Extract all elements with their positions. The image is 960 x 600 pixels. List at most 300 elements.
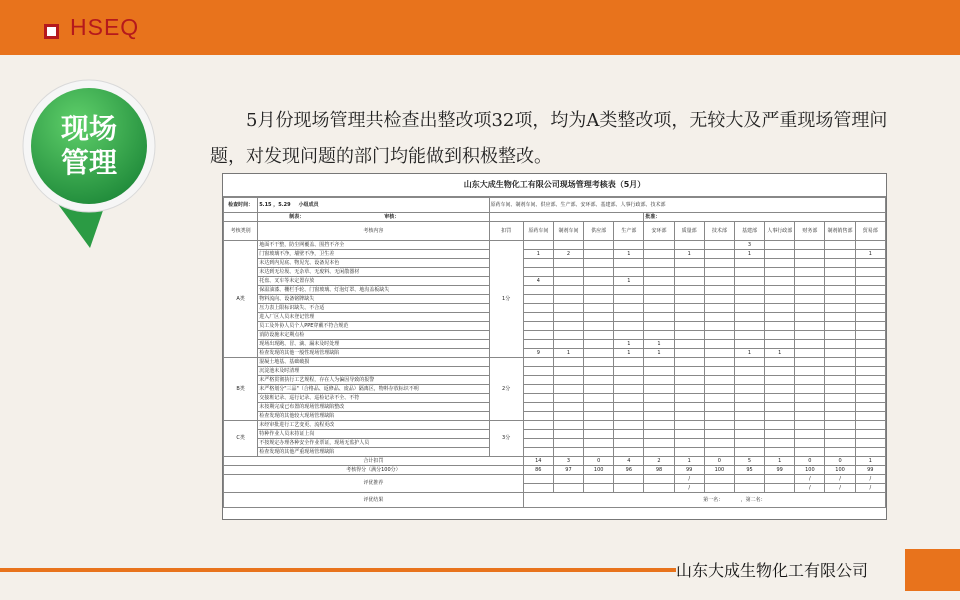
item-text: 检查发现的其他严重现场管理缺陷 (258, 448, 489, 457)
table-row (224, 439, 886, 448)
mark-cell (644, 376, 674, 385)
recommend-mark (734, 484, 764, 493)
item-text: 检查发现的其他一般性现场管理缺陷 (258, 349, 489, 358)
mark-cell (765, 412, 795, 421)
table-row (224, 376, 886, 385)
mark-cell (674, 286, 704, 295)
first-label: 第一名： (703, 496, 721, 503)
mark-cell (855, 403, 885, 412)
mark-cell (795, 250, 825, 259)
item-text: 托盘、叉车等未定置存放 (258, 277, 489, 286)
table-row (224, 412, 886, 421)
mark-cell (765, 421, 795, 430)
mark-cell (614, 295, 644, 304)
mark-cell (765, 268, 795, 277)
mark-cell (644, 430, 674, 439)
mark-cell (734, 358, 764, 367)
mark-cell (855, 295, 885, 304)
total-row-value: 5 (734, 457, 764, 466)
mark-cell (704, 367, 734, 376)
mark-cell (584, 295, 614, 304)
total-row-value: 2 (644, 457, 674, 466)
table-cell (489, 213, 644, 222)
mark-cell (704, 403, 734, 412)
mark-cell (825, 322, 855, 331)
penalty-value: 1分 (489, 241, 523, 358)
category-name: B类 (224, 358, 258, 421)
mark-cell (855, 412, 885, 421)
mark-cell (795, 313, 825, 322)
mark-cell (734, 286, 764, 295)
recommend-mark (704, 475, 734, 484)
mark-cell (553, 448, 583, 457)
column-header: 原药车间 (523, 222, 553, 241)
mark-cell (553, 313, 583, 322)
second-label: ，第二名： (740, 496, 766, 503)
item-text: 特种作业人员未持证上岗 (258, 430, 489, 439)
mark-cell (584, 448, 614, 457)
recommend-mark (523, 475, 553, 484)
check-time-cell (258, 198, 489, 213)
mark-cell (523, 403, 553, 412)
mark-cell (855, 331, 885, 340)
mark-cell (704, 394, 734, 403)
mark-cell (765, 358, 795, 367)
mark-cell (795, 430, 825, 439)
recommend-mark (553, 484, 583, 493)
recommend-mark (584, 484, 614, 493)
item-text: 门窗玻璃不净，墙壁不净，卫生差 (258, 250, 489, 259)
score-row-value: 98 (644, 466, 674, 475)
review-label: 制表： (289, 213, 305, 220)
mark-cell (523, 394, 553, 403)
company-name: 山东大成生物化工有限公司 (676, 561, 869, 580)
footer-line (0, 568, 676, 572)
penalty-value: 2分 (489, 358, 523, 421)
mark-cell (855, 322, 885, 331)
mark-cell (584, 250, 614, 259)
total-row (224, 457, 886, 466)
mark-cell (704, 313, 734, 322)
result-cell (523, 493, 885, 508)
mark-cell (795, 322, 825, 331)
item-text: 未达到无垃圾、无杂草、无废料、无闲散器材 (258, 268, 489, 277)
mark-cell (734, 376, 764, 385)
mark-cell (825, 241, 855, 250)
score-row-value: 99 (674, 466, 704, 475)
mark-cell (734, 304, 764, 313)
mark-cell (584, 385, 614, 394)
mark-cell (825, 340, 855, 349)
table-row (224, 286, 886, 295)
mark-cell (855, 385, 885, 394)
total-row-value: 0 (704, 457, 734, 466)
mark-cell (855, 286, 885, 295)
score-row-value: 86 (523, 466, 553, 475)
score-row-value: 95 (734, 466, 764, 475)
mark-cell (734, 277, 764, 286)
mark-cell (553, 376, 583, 385)
mark-cell (553, 295, 583, 304)
mark-cell (704, 304, 734, 313)
mark-cell (674, 412, 704, 421)
mark-cell (825, 331, 855, 340)
total-row-value: 1 (674, 457, 704, 466)
mark-cell (704, 385, 734, 394)
mark-cell (674, 295, 704, 304)
mark-cell (614, 259, 644, 268)
column-header: 安环部 (644, 222, 674, 241)
mark-cell (795, 241, 825, 250)
mark-cell (674, 349, 704, 358)
result-label: 评优结果 (224, 493, 524, 508)
recommend-mark: / (825, 475, 855, 484)
mark-cell (584, 394, 614, 403)
badge-line-2: 管理 (60, 146, 117, 179)
mark-cell (795, 259, 825, 268)
mark-cell (523, 340, 553, 349)
table-row (224, 268, 886, 277)
mark-cell: 1 (614, 349, 644, 358)
mark-cell (674, 403, 704, 412)
table-row (224, 259, 886, 268)
item-text: 交接班记录、巡行记录、巡检记录不全、不符 (258, 394, 489, 403)
item-text: 现场出现跑、冒、滴、漏未及时处理 (258, 340, 489, 349)
mark-cell (825, 403, 855, 412)
mark-cell (523, 358, 553, 367)
mark-cell (765, 448, 795, 457)
mark-cell: 1 (674, 250, 704, 259)
mark-cell (553, 340, 583, 349)
recommend-mark (734, 475, 764, 484)
mark-cell (734, 340, 764, 349)
mark-cell (704, 358, 734, 367)
meta-row (224, 198, 886, 213)
mark-cell (825, 277, 855, 286)
mark-cell (825, 376, 855, 385)
mark-cell (734, 412, 764, 421)
mark-cell (734, 448, 764, 457)
mark-cell (523, 313, 553, 322)
recommend-mark (765, 484, 795, 493)
column-header: 财务部 (795, 222, 825, 241)
mark-cell (674, 304, 704, 313)
mark-cell (734, 439, 764, 448)
mark-cell (584, 358, 614, 367)
mark-cell (765, 376, 795, 385)
item-text: 未按期完成已布置的现场管理缺陷整改 (258, 403, 489, 412)
mark-cell (734, 385, 764, 394)
mark-cell (644, 412, 674, 421)
mark-cell: 1 (734, 349, 764, 358)
column-header: 生产部 (614, 222, 644, 241)
mark-cell (734, 367, 764, 376)
mark-cell (553, 277, 583, 286)
mark-cell (855, 448, 885, 457)
mark-cell (553, 385, 583, 394)
score-row-value: 100 (795, 466, 825, 475)
mark-cell (855, 421, 885, 430)
item-text: 压力表上限标识缺失、不合适 (258, 304, 489, 313)
total-row-value: 1 (765, 457, 795, 466)
mark-cell (704, 241, 734, 250)
mark-cell (825, 268, 855, 277)
mark-cell (523, 304, 553, 313)
table-row (224, 331, 886, 340)
mark-cell (825, 286, 855, 295)
column-header: 考核类别 (224, 222, 258, 241)
column-header: 贸易部 (855, 222, 885, 241)
header-row (224, 222, 886, 241)
mark-cell (855, 304, 885, 313)
mark-cell (553, 439, 583, 448)
column-header: 供应部 (584, 222, 614, 241)
mark-cell: 1 (614, 340, 644, 349)
mark-cell (765, 313, 795, 322)
mark-cell (614, 286, 644, 295)
mark-cell (553, 259, 583, 268)
mark-cell (553, 358, 583, 367)
mark-cell (614, 376, 644, 385)
mark-cell (614, 421, 644, 430)
mark-cell (553, 367, 583, 376)
mark-cell (584, 421, 614, 430)
mark-cell (523, 259, 553, 268)
total-row-value: 14 (523, 457, 553, 466)
recommend-mark (765, 475, 795, 484)
mark-cell (523, 430, 553, 439)
mark-cell (614, 322, 644, 331)
footer-corner-block (905, 549, 960, 591)
mark-cell (795, 448, 825, 457)
item-text: 员工及外协人员个人PPE穿戴不符合规范 (258, 322, 489, 331)
recommend-mark: / (674, 484, 704, 493)
total-row-value: 0 (584, 457, 614, 466)
mark-cell (704, 295, 734, 304)
item-text: 消防设施未定期点检 (258, 331, 489, 340)
mark-cell (765, 403, 795, 412)
mark-cell (523, 295, 553, 304)
mark-cell (704, 286, 734, 295)
mark-cell (644, 322, 674, 331)
recommend-mark: / (855, 484, 885, 493)
mark-cell (765, 331, 795, 340)
mark-cell: 1 (553, 349, 583, 358)
mark-cell (825, 421, 855, 430)
mark-cell: 3 (734, 241, 764, 250)
mark-cell (674, 430, 704, 439)
section-badge (22, 76, 167, 256)
item-text: 未经审批进行工艺变更、流程更改 (258, 421, 489, 430)
mark-cell (795, 403, 825, 412)
mark-cell (584, 313, 614, 322)
mark-cell (584, 322, 614, 331)
mark-cell (795, 340, 825, 349)
recommend-row (224, 475, 886, 484)
mark-cell (584, 277, 614, 286)
intro-paragraph: 5月份现场管理共检查出整改项32项，均为A类整改项，无较大及严重现场管理问题，对发现问题的部门均能做到积极整改。 (210, 110, 888, 167)
meta-row (224, 213, 886, 222)
table-row (224, 448, 886, 457)
audit-label: 审核： (384, 213, 400, 220)
recommend-mark (614, 484, 644, 493)
score-row-value: 100 (704, 466, 734, 475)
column-header: 制剂销售部 (825, 222, 855, 241)
mark-cell (644, 448, 674, 457)
check-time-value: 5.15 ，5.29 (259, 201, 291, 208)
score-row (224, 466, 886, 475)
mark-cell (795, 421, 825, 430)
mark-cell (584, 367, 614, 376)
mark-cell (523, 448, 553, 457)
table-row (224, 367, 886, 376)
mark-cell (765, 277, 795, 286)
assessment-table (223, 197, 886, 508)
mark-cell (523, 412, 553, 421)
column-header: 扣罚 (489, 222, 523, 241)
mark-cell (553, 403, 583, 412)
mark-cell: 1 (614, 277, 644, 286)
bullet-square-icon (44, 24, 59, 39)
mark-cell (674, 421, 704, 430)
score-row-value: 96 (614, 466, 644, 475)
mark-cell (795, 304, 825, 313)
mark-cell (644, 358, 674, 367)
mark-cell (855, 349, 885, 358)
mark-cell (765, 367, 795, 376)
mark-cell (765, 322, 795, 331)
mark-cell (855, 340, 885, 349)
mark-cell (734, 322, 764, 331)
table-row (224, 349, 886, 358)
mark-cell (825, 250, 855, 259)
mark-cell (765, 295, 795, 304)
item-text: 保温油漆、栅栏手轮、门窗玻璃、灯泡灯罩、地沟盖板缺失 (258, 286, 489, 295)
item-text: 未达到内见底、物见光、设备见本色 (258, 259, 489, 268)
table-cell (224, 213, 258, 222)
mark-cell (644, 295, 674, 304)
item-text: 地面不干整，防尘网覆盖、围挡不齐全 (258, 241, 489, 250)
score-row-value: 99 (765, 466, 795, 475)
mark-cell (734, 430, 764, 439)
mark-cell (523, 331, 553, 340)
mark-cell (584, 340, 614, 349)
category-name: C类 (224, 421, 258, 457)
members-value: 原药车间、制剂车间、供应部、生产部、安环部、基建部、人事行政部、技术部 (489, 198, 885, 213)
mark-cell (704, 331, 734, 340)
total-row-label: 合计扣罚 (224, 457, 524, 466)
mark-cell (584, 268, 614, 277)
mark-cell (825, 430, 855, 439)
table-row (224, 304, 886, 313)
table-row (224, 430, 886, 439)
mark-cell (795, 367, 825, 376)
sheet-title: 山东大成生物化工有限公司现场管理考核表（5月） (223, 174, 886, 197)
mark-cell (614, 304, 644, 313)
mark-cell (825, 412, 855, 421)
mark-cell (584, 241, 614, 250)
mark-cell (584, 259, 614, 268)
mark-cell (704, 340, 734, 349)
mark-cell (614, 358, 644, 367)
mark-cell (855, 367, 885, 376)
total-row-value: 1 (855, 457, 885, 466)
recommend-mark (704, 484, 734, 493)
mark-cell (795, 277, 825, 286)
total-row-value: 3 (553, 457, 583, 466)
mark-cell (584, 331, 614, 340)
column-header: 质量部 (674, 222, 704, 241)
mark-cell (704, 439, 734, 448)
mark-cell (614, 430, 644, 439)
column-header: 人事行政部 (765, 222, 795, 241)
mark-cell (553, 241, 583, 250)
mark-cell: 1 (765, 349, 795, 358)
mark-cell (795, 349, 825, 358)
mark-cell (523, 286, 553, 295)
mark-cell (644, 403, 674, 412)
mark-cell (553, 412, 583, 421)
mark-cell: 9 (523, 349, 553, 358)
category-name: A类 (224, 241, 258, 358)
mark-cell (795, 358, 825, 367)
mark-cell (674, 448, 704, 457)
mark-cell (704, 412, 734, 421)
mark-cell: 1 (855, 250, 885, 259)
mark-cell (674, 439, 704, 448)
mark-cell: 4 (523, 277, 553, 286)
mark-cell (704, 448, 734, 457)
mark-cell (584, 349, 614, 358)
mark-cell (825, 439, 855, 448)
mark-cell (614, 268, 644, 277)
mark-cell (523, 268, 553, 277)
mark-cell (674, 241, 704, 250)
item-text: 物料流向、设备铭牌缺失 (258, 295, 489, 304)
mark-cell (553, 421, 583, 430)
table-row (224, 358, 886, 367)
total-row-value: 4 (614, 457, 644, 466)
score-row-value: 99 (855, 466, 885, 475)
mark-cell: 1 (644, 340, 674, 349)
mark-cell (855, 394, 885, 403)
mark-cell (644, 385, 674, 394)
mark-cell (734, 403, 764, 412)
recommend-mark: / (674, 475, 704, 484)
mark-cell (523, 439, 553, 448)
mark-cell (855, 376, 885, 385)
item-text: 未严格贯彻执行工艺规程，存在人为偏因导致的报警 (258, 376, 489, 385)
mark-cell (674, 340, 704, 349)
mark-cell (644, 394, 674, 403)
mark-cell (825, 358, 855, 367)
mark-cell (825, 448, 855, 457)
item-text: 进入厂区人员未登记管理 (258, 313, 489, 322)
mark-cell (855, 358, 885, 367)
mark-cell (584, 403, 614, 412)
score-row-label: 考核得分（满分100分） (224, 466, 524, 475)
column-header: 考核内容 (258, 222, 489, 241)
mark-cell (644, 250, 674, 259)
item-text: 混凝土地基、基础破损 (258, 358, 489, 367)
mark-cell (584, 430, 614, 439)
mark-cell (825, 349, 855, 358)
recommend-mark (644, 475, 674, 484)
mark-cell (795, 394, 825, 403)
table-row (224, 277, 886, 286)
mark-cell (704, 322, 734, 331)
mark-cell (644, 313, 674, 322)
